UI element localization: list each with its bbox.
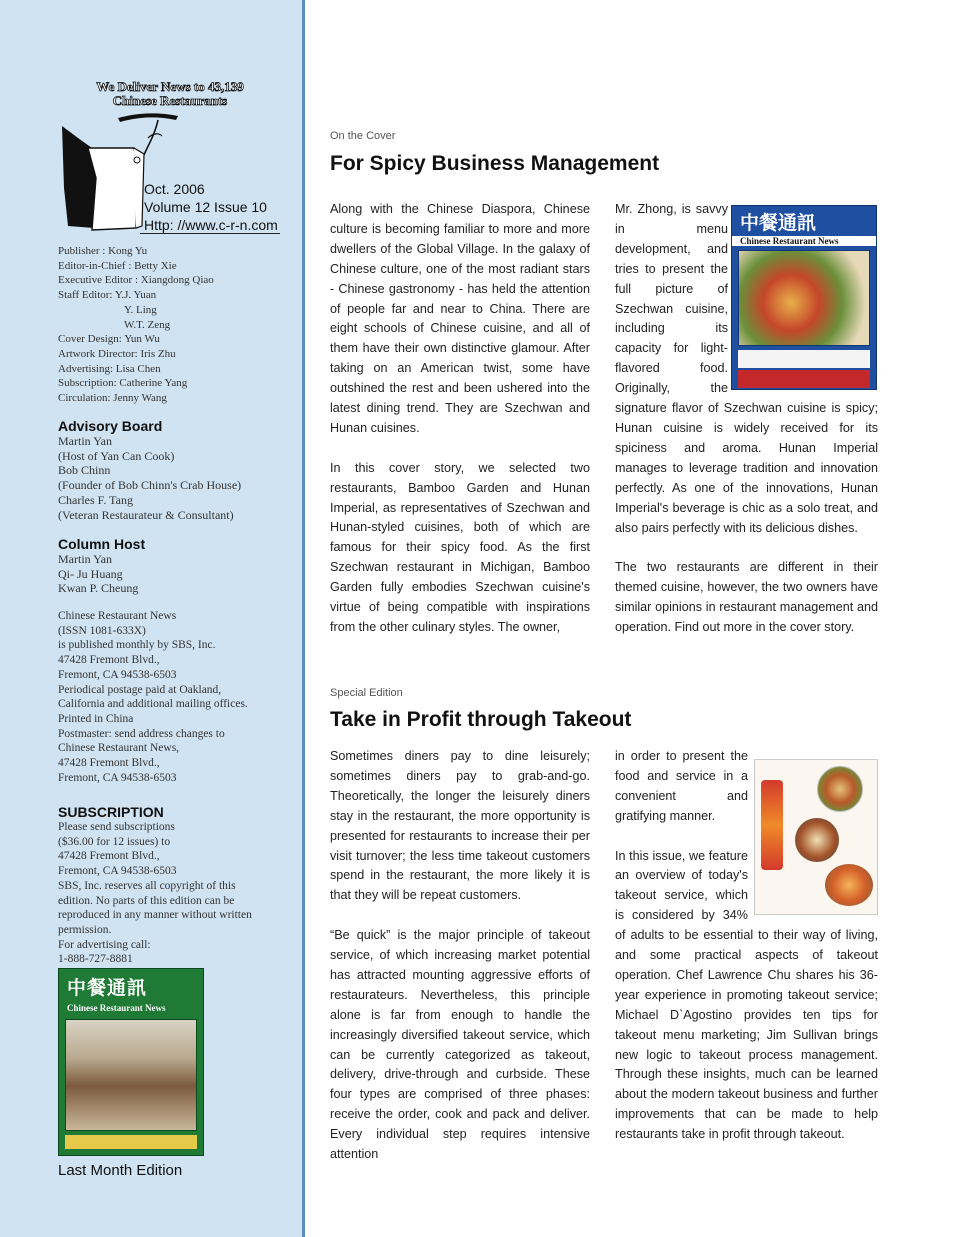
food-box-icon bbox=[795, 818, 839, 862]
advisory-line: Bob Chinn bbox=[58, 463, 111, 478]
issue-rule bbox=[140, 233, 280, 234]
article2-paragraph: In this issue, we feature an overview of today's takeout service, which is considered by 34% of adults to be essential to their way of living, and some practical aspects of takeout operation. Chef Lawrence Chu shares his 36-year experience in promoting takeout service; Michael D`Agostino provides ten tips for takeout menu marketing; Jim Sullivan brings new logic to takeout process management. Through these insights, much can be learned about the modern takeout business and further improvements that can be made to help restaurants take in profit through takeout. bbox=[615, 848, 878, 1142]
article2-title: Take in Profit through Takeout bbox=[330, 708, 632, 731]
last-month-logo-cn: 中餐通訊 bbox=[67, 976, 148, 999]
column-host-heading: Column Host bbox=[58, 536, 146, 552]
tagline-line2: Chinese Restaurants bbox=[112, 93, 228, 108]
column-host-line: Martin Yan bbox=[58, 552, 113, 566]
article1-title: For Spicy Business Management bbox=[330, 152, 660, 175]
subscription-info bbox=[58, 802, 294, 967]
staff-line: Executive Editor : Xiangdong Qiao bbox=[58, 274, 214, 287]
publisher-line: 47428 Fremont Blvd., bbox=[58, 757, 160, 770]
article2-paragraph: Sometimes diners pay to dine leisurely; sometimes diners pay to grab-and-go. Theoretically, the longer the leisurely diners stay in the restaurant, the more opportunity is presented for restaurants to increase their per visit turnover; the less time takeout customers spend in the restaurant, the more likely it is that they will be repeat customers. bbox=[330, 749, 590, 903]
publisher-line: Chinese Restaurant News, bbox=[58, 742, 180, 755]
staff-line: Circulation: Jenny Wang bbox=[58, 392, 167, 405]
article1-paragraph: The two restaurants are different in their themed cuisine, however, the two owners have similar opinions in restaurant management and operation. Find out more in the cover story. bbox=[615, 560, 878, 635]
subscription-line: 47428 Fremont Blvd., bbox=[58, 850, 160, 863]
tagline-line1: We Deliver News to 43,139 bbox=[96, 79, 244, 94]
cover-logo-en: Chinese Restaurant News bbox=[732, 236, 876, 246]
article2-paragraph: in order to present the food and service in a convenient and gratifying manner. bbox=[615, 749, 748, 823]
column-host-line: Qi- Ju Huang bbox=[58, 566, 123, 581]
staff-list bbox=[58, 244, 294, 406]
sidebar-divider bbox=[302, 0, 305, 1237]
masthead-tagline bbox=[80, 80, 260, 108]
advisory-line: (Founder of Bob Chinn's Crab House) bbox=[58, 478, 242, 493]
publisher-line: Postmaster: send address changes to bbox=[58, 727, 225, 740]
subscription-line: edition. No parts of this edition can be bbox=[58, 894, 235, 907]
food-skewer-icon bbox=[825, 864, 873, 906]
article1-kicker: On the Cover bbox=[330, 130, 396, 142]
advisory-line: (Veteran Restaurateur & Consultant) bbox=[58, 507, 234, 522]
staff-line: Editor-in-Chief : Betty Xie bbox=[58, 259, 177, 272]
subscription-line: 1-888-727-8881 bbox=[58, 953, 133, 966]
takeout-title-stamp-icon bbox=[761, 780, 783, 870]
publisher-line: Periodical postage paid at Oakland, bbox=[58, 683, 222, 696]
article1-paragraph: In this cover story, we selected two restaurants, Bamboo Garden and Hunan Imperial, as representatives of Szechwan and Hunan-styled cuisines, both of which are famous for their spicy food. As the first Szechwan restaurant in Michigan, Bamboo Garden fully embodies Szechwan cuisine's virtue of being compatible with inspirations from the other culinary styles. The owner, bbox=[330, 460, 590, 635]
article1-paragraph: Along with the Chinese Diaspora, Chinese culture is becoming familiar to more and more dwellers of the Global Village. In the galaxy of Chinese culture, one of the most radiant stars - Chinese gastronomy - has held the attention of people far and near to China. There are eight schools of Chinese cuisine, and all of them have their own distinctive glamour. After taking on an American twist, some have outshined the rest and been ushered into the latest dining trend. They are Szechwan and Hunan cuisines. bbox=[330, 202, 590, 435]
publisher-line: Printed in China bbox=[58, 712, 134, 725]
publisher-line: Fremont, CA 94538-6503 bbox=[58, 771, 177, 784]
last-month-logo-en: Chinese Restaurant News bbox=[67, 1003, 166, 1013]
publisher-line: California and additional mailing offices. bbox=[58, 698, 248, 711]
issue-info bbox=[144, 180, 278, 234]
publisher-line: Chinese Restaurant News bbox=[58, 610, 177, 622]
advisory-line: Martin Yan bbox=[58, 434, 113, 448]
advisory-line: (Host of Yan Can Cook) bbox=[58, 448, 175, 463]
advisory-heading: Advisory Board bbox=[58, 418, 163, 434]
subscription-line: ($36.00 for 12 issues) to bbox=[58, 835, 171, 848]
subscription-line: permission. bbox=[58, 923, 112, 936]
article2-paragraph: “Be quick” is the major principle of takeout service, of which increasing market potential has attracted mounting aggressive efforts of restaurateurs. Nevertheless, this principle alone is far from enough to handle the increasingly diversified takeout service, which can be currently categorized as takeout, delivery, drive-through and curbside. These four types are comprised of three phases: receive the order, cook and pack and deliver. Every individual step requires intensive attention bbox=[330, 928, 590, 1162]
last-month-caption: Last Month Edition bbox=[58, 1162, 183, 1179]
publisher-info bbox=[58, 609, 294, 785]
last-month-photo-icon bbox=[65, 1019, 197, 1131]
staff-line: W.T. Zeng bbox=[124, 318, 171, 331]
subscription-line: Please send subscriptions bbox=[58, 821, 175, 833]
article1-paragraph: Mr. Zhong, is savvy in menu development, and tries to present the full picture of Szechwan cuisine, including its capacity for light-flavored food. Originally, the signature flavor of Szechwan cuisine is spicy; Hunan cuisine is widely received for its spiciness and aroma. Hunan Imperial manages to leverage tradition and innovation perfectly. As one of the innovations, Hunan Imperial's beverage is chic as a solo treat, and also pairs perfectly with its delicious dishes. bbox=[615, 202, 878, 535]
column-host-line: Kwan P. Cheung bbox=[58, 581, 139, 596]
staff-line: Cover Design: Yun Wu bbox=[58, 333, 160, 346]
article2-kicker: Special Edition bbox=[330, 687, 403, 699]
publisher-line: (ISSN 1081-633X) bbox=[58, 624, 146, 637]
advisory-line: Charles F. Tang bbox=[58, 492, 133, 507]
cover-logo-cn: 中餐通訊 bbox=[740, 211, 817, 234]
article1-left-column bbox=[330, 200, 590, 638]
staff-line: Subscription: Catherine Yang bbox=[58, 377, 188, 390]
staff-line: Staff Editor: Y.J. Yuan bbox=[58, 289, 157, 302]
last-month-cover-image[interactable] bbox=[58, 968, 204, 1156]
publisher-line: 47428 Fremont Blvd., bbox=[58, 654, 160, 667]
subscription-line: SBS, Inc. reserves all copyright of this bbox=[58, 879, 236, 892]
article2-left-column bbox=[330, 747, 590, 1165]
food-plate-icon bbox=[817, 766, 863, 812]
staff-line: Advertising: Lisa Chen bbox=[58, 362, 161, 375]
subscription-line: Fremont, CA 94538-6503 bbox=[58, 865, 177, 878]
issue-volume: Volume 12 Issue 10 bbox=[144, 199, 267, 215]
cover-food-photo-icon bbox=[738, 250, 870, 346]
staff-line: Publisher : Kong Yu bbox=[58, 245, 148, 257]
publisher-line: is published monthly by SBS, Inc. bbox=[58, 639, 216, 652]
issue-url[interactable]: Http: //www.c-r-n.com bbox=[144, 217, 278, 233]
subscription-line: For advertising call: bbox=[58, 938, 151, 951]
publisher-line: Fremont, CA 94538-6503 bbox=[58, 668, 177, 681]
staff-line: Y. Ling bbox=[124, 303, 157, 316]
staff-line: Artwork Director: Iris Zhu bbox=[58, 347, 176, 360]
column-host bbox=[58, 534, 294, 596]
subscription-line: reproduced in any manner without written bbox=[58, 909, 252, 922]
advisory-board bbox=[58, 416, 294, 522]
issue-date: Oct. 2006 bbox=[144, 181, 205, 197]
subscription-heading: SUBSCRIPTION bbox=[58, 804, 164, 820]
cover-story-image[interactable] bbox=[731, 205, 877, 390]
takeout-feature-image[interactable] bbox=[754, 759, 878, 915]
